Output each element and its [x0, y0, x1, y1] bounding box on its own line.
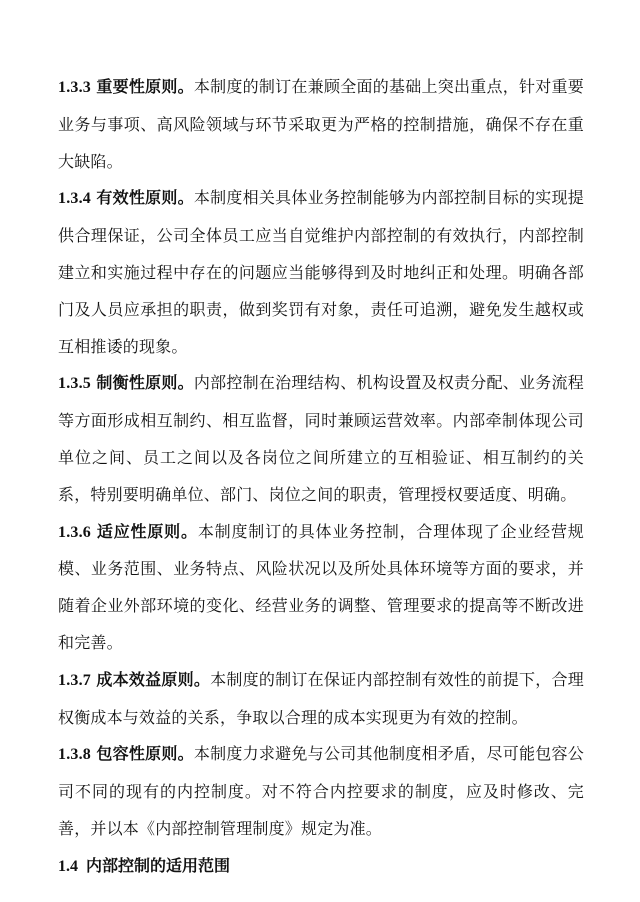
paragraph-1-3-3 — [58, 69, 584, 180]
clause-text: 本制度的制订在兼顾全面的基础上突出重点，针对重要业务与事项、高风险领域与环节采取更为严格的控制措施，确保不存在重大缺陷。 — [58, 77, 584, 171]
clause-heading: 适应性原则。 — [96, 521, 198, 541]
clause-heading: 成本效益原则。 — [96, 669, 211, 689]
paragraph-1-3-5 — [58, 365, 584, 513]
paragraph-1-3-7 — [58, 662, 584, 737]
section-heading-1-4 — [58, 848, 584, 886]
paragraph-1-3-6 — [58, 514, 584, 662]
section-title: 内部控制的适用范围 — [86, 855, 231, 875]
clause-number: 1.3.6 — [58, 523, 91, 541]
clause-heading: 有效性原则。 — [96, 188, 194, 208]
clause-heading: 重要性原则。 — [96, 77, 194, 96]
clause-text: 本制度力求避免与公司其他制度相矛盾，尽可能包容公司不同的现有的内控制度。对不符合内控要求的制度，应及时修改、完善，并以本《内部控制管理制度》规定为准。 — [58, 744, 584, 838]
clause-text: 内部控制在治理结构、机构设置及权责分配、业务流程等方面形成相互制约、相互监督，同时兼顾运营效率。内部牵制体现公司单位之间、员工之间以及各岗位之间所建立的互相验证、相互制约的关系，特别要明确单位、部门、岗位之间的职责，管理授权要适度、明确。 — [58, 373, 584, 504]
clause-number: 1.3.3 — [58, 79, 91, 96]
paragraph-1-3-4 — [58, 180, 584, 365]
clause-text: 本制度相关具体业务控制能够为内部控制目标的实现提供合理保证，公司全体员工应当自觉维护内部控制的有效执行，内部控制建立和实施过程中存在的问题应当能够得到及时地纠正和处理。明确各部门及人员应承担的职责，做到奖罚有对象，责任可追溯，避免发生越权或互相推诿的现象。 — [58, 188, 584, 356]
section-number: 1.4 — [58, 857, 78, 875]
clause-text: 本制度制订的具体业务控制，合理体现了企业经营规模、业务范围、业务特点、风险状况以及所处具体环境等方面的要求，并随着企业外部环境的变化、经营业务的调整、管理要求的提高等不断改进和完善。 — [58, 521, 584, 652]
clause-heading: 制衡性原则。 — [96, 373, 194, 393]
clause-number: 1.3.4 — [58, 190, 91, 208]
clause-text: 本制度的制订在保证内部控制有效性的前提下，合理权衡成本与效益的关系，争取以合理的成本实现更为有效的控制。 — [58, 669, 584, 727]
document-page — [58, 69, 584, 886]
clause-number: 1.3.8 — [58, 746, 91, 764]
clause-number: 1.3.7 — [58, 671, 91, 689]
clause-number: 1.3.5 — [58, 375, 91, 393]
paragraph-1-3-8 — [58, 736, 584, 847]
clause-heading: 包容性原则。 — [96, 744, 194, 764]
